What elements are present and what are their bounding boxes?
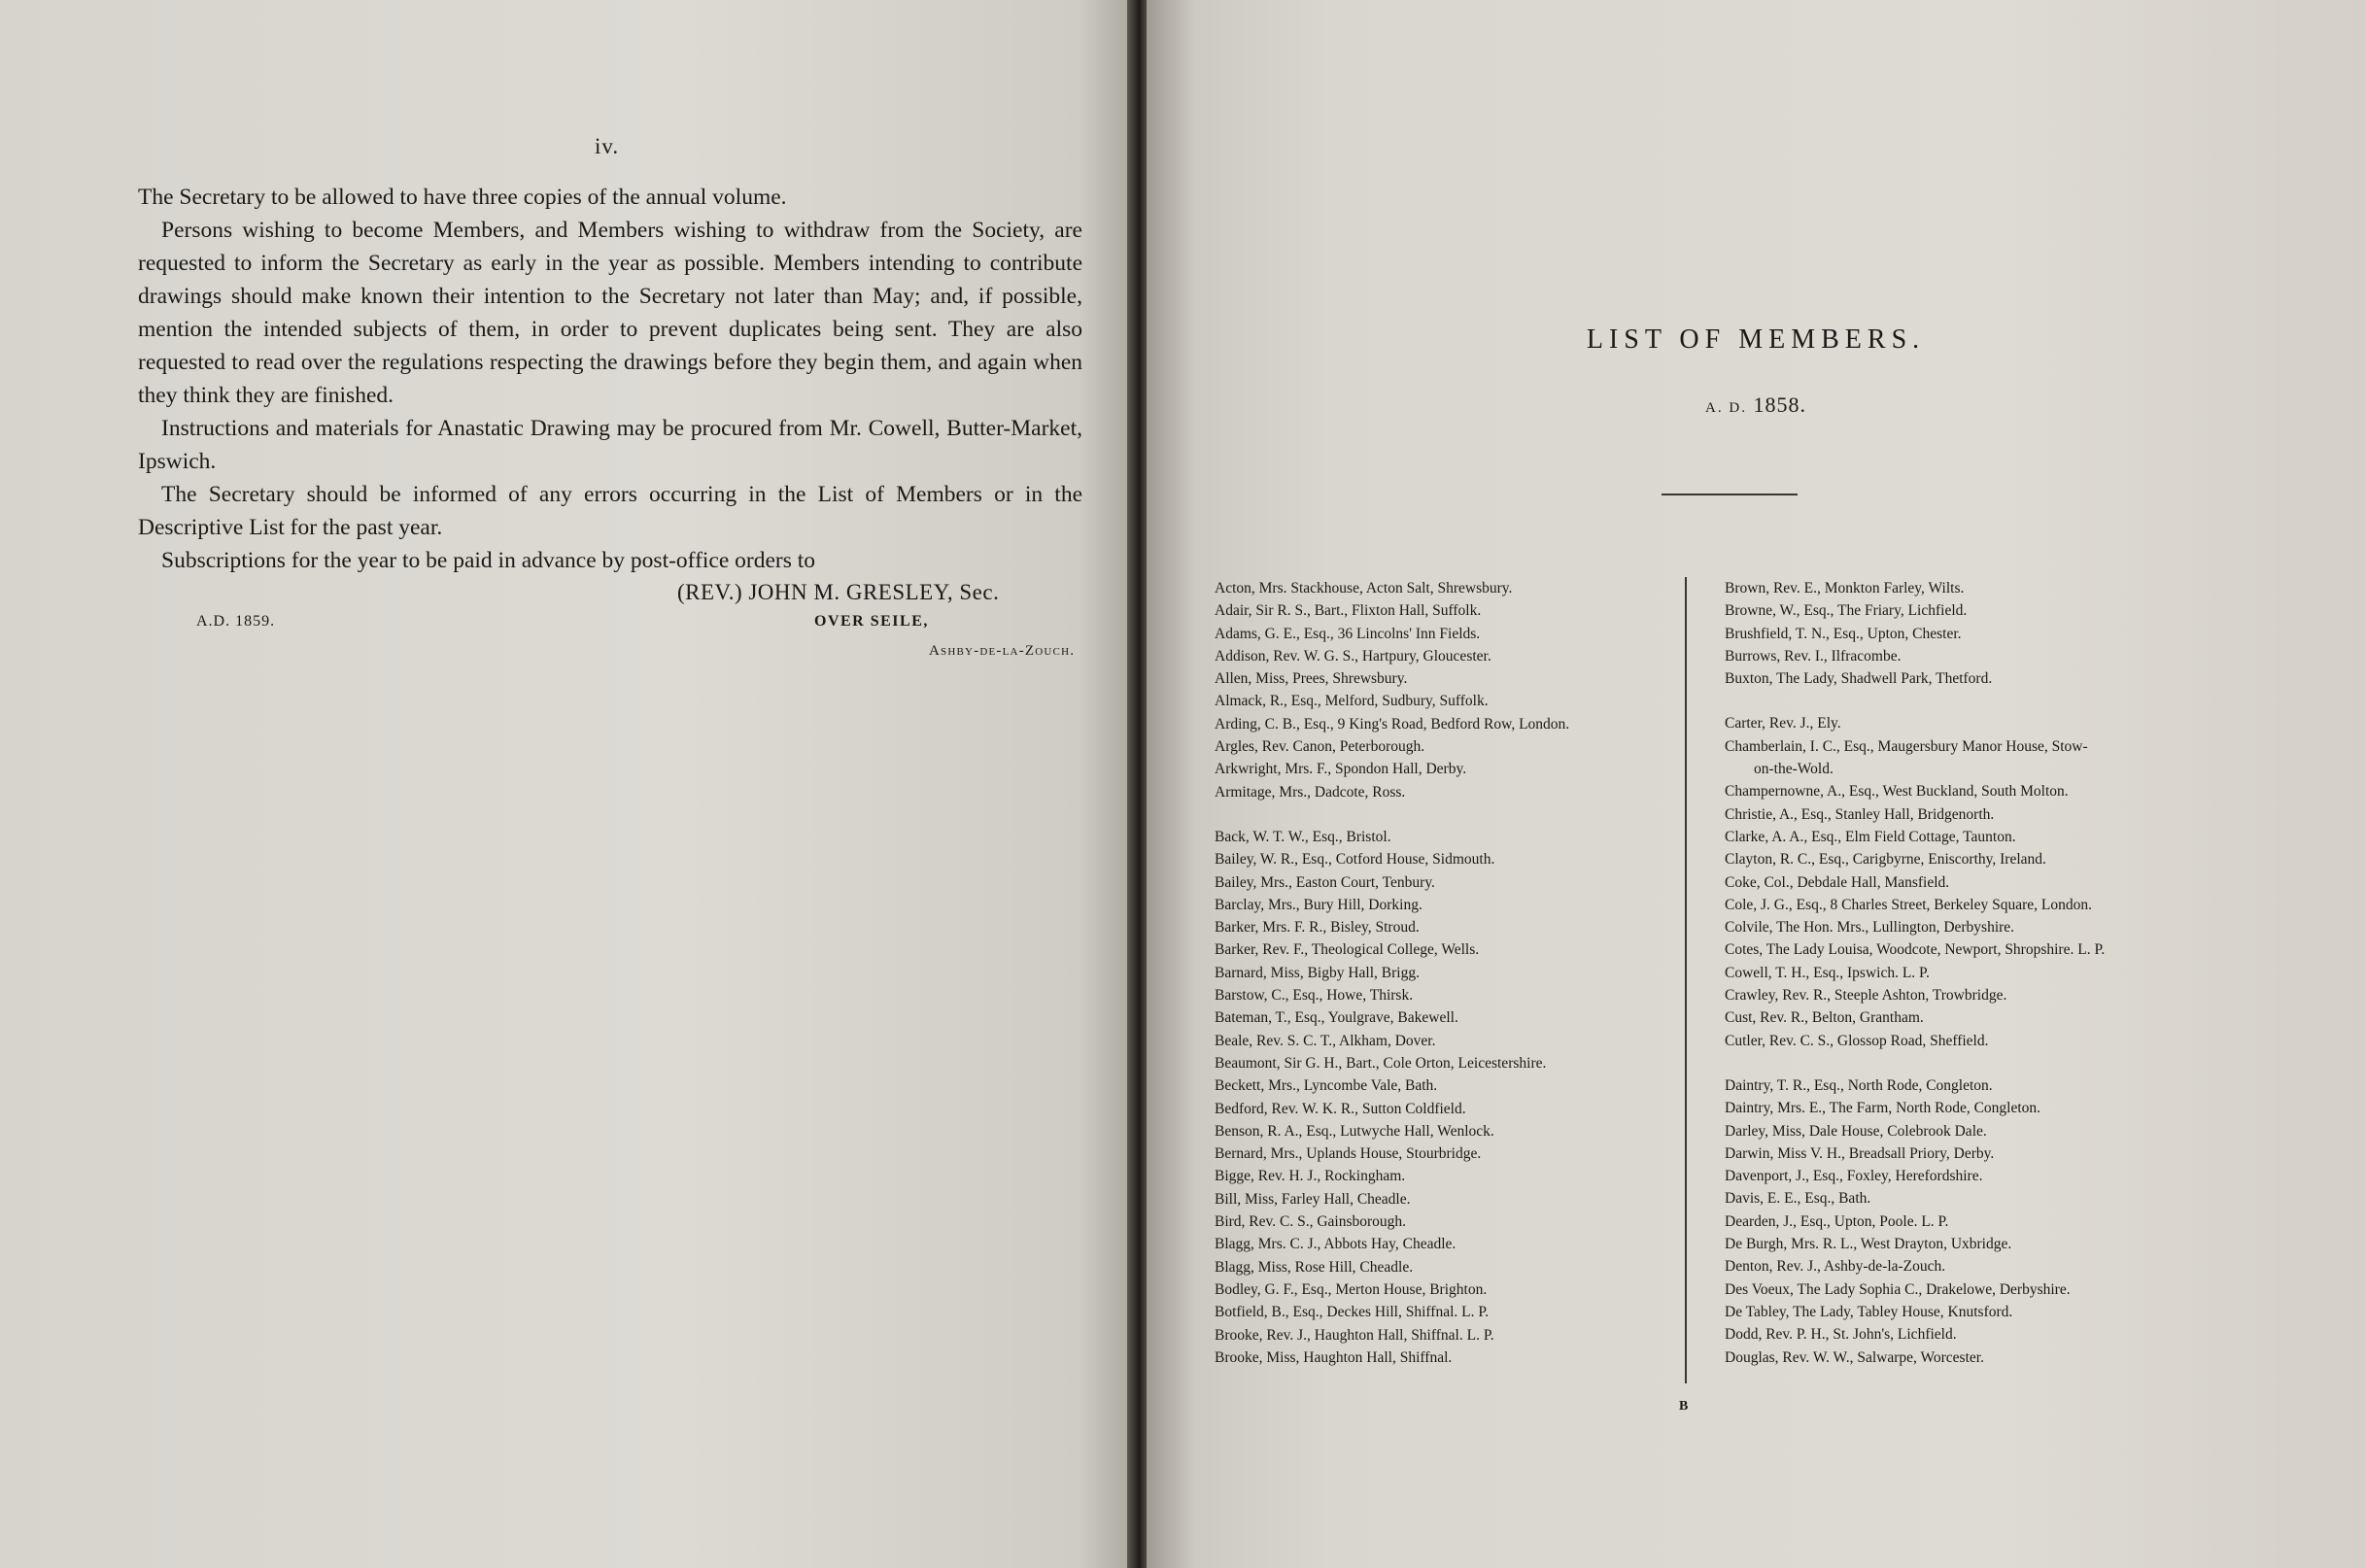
member-entry: Bateman, T., Esq., Youlgrave, Bakewell. <box>1215 1009 1458 1027</box>
list-gap <box>1215 803 1759 826</box>
left-page <box>0 0 1135 1568</box>
members-column-right <box>1725 577 2347 1369</box>
member-entry: Bernard, Mrs., Uplands House, Stourbridge. <box>1215 1145 1482 1163</box>
member-entry: Cole, J. G., Esq., 8 Charles Street, Berkeley Square, London. <box>1725 896 2092 913</box>
member-entry: Barclay, Mrs., Bury Hill, Dorking. <box>1215 896 1422 913</box>
signature-place-town: Ashby-de-la-Zouch. <box>929 643 1076 659</box>
list-gap <box>1725 1052 2347 1074</box>
member-entry: Barstow, C., Esq., Howe, Thirsk. <box>1215 987 1414 1005</box>
member-entry: Brooke, Miss, Haughton Hall, Shiffnal. <box>1215 1348 1453 1366</box>
member-entry: Barnard, Miss, Bigby Hall, Brigg. <box>1215 964 1420 981</box>
member-entry: Bailey, Mrs., Easton Court, Tenbury. <box>1215 873 1435 891</box>
right-page <box>1147 0 2365 1568</box>
members-column-left <box>1215 577 1759 1369</box>
member-entry: Cust, Rev. R., Belton, Grantham. <box>1725 1009 1924 1027</box>
member-entry: De Tabley, The Lady, Tabley House, Knutsford. <box>1725 1303 2013 1320</box>
member-entry: Bill, Miss, Farley Hall, Cheadle. <box>1215 1190 1411 1208</box>
member-entry: Davis, E. E., Esq., Bath. <box>1725 1190 1871 1208</box>
paragraph-secretary-copies: The Secretary to be allowed to have three copies of the annual volume. <box>138 185 787 210</box>
member-entry: Addison, Rev. W. G. S., Hartpury, Gloucester. <box>1215 647 1491 665</box>
member-entry: Colvile, The Hon. Mrs., Lullington, Derbyshire. <box>1725 919 2015 937</box>
member-entry: Crawley, Rev. R., Steeple Ashton, Trowbridge. <box>1725 987 2007 1005</box>
member-entry: Clarke, A. A., Esq., Elm Field Cottage, Taunton. <box>1725 828 2016 845</box>
member-entry: Acton, Mrs. Stackhouse, Acton Salt, Shrewsbury. <box>1215 580 1513 597</box>
secretary-signature: (REV.) JOHN M. GRESLEY, Sec. <box>677 580 1000 604</box>
member-entry: Brooke, Rev. J., Haughton Hall, Shiffnal. L. P. <box>1215 1326 1494 1344</box>
member-entry: on-the-Wold. <box>1754 761 1834 778</box>
paragraph-instructions: Instructions and materials for Anastatic Drawing may be procured from Mr. Cowell, Butter-Market, Ipswich. <box>138 416 1082 474</box>
member-entry: Allen, Miss, Prees, Shrewsbury. <box>1215 670 1408 688</box>
member-entry: Dodd, Rev. P. H., St. John's, Lichfield. <box>1725 1326 1957 1344</box>
list-gap <box>1725 690 2347 712</box>
member-entry: Coke, Col., Debdale Hall, Mansfield. <box>1725 873 1950 891</box>
member-entry: Cotes, The Lady Louisa, Woodcote, Newport, Shropshire. L. P. <box>1725 941 2106 959</box>
paragraph-errors: The Secretary should be informed of any errors occurring in the List of Members or in the Descriptive List for the past year. <box>138 482 1082 540</box>
member-entry: Clayton, R. C., Esq., Carigbyrne, Eniscorthy, Ireland. <box>1725 851 2046 869</box>
year-value: 1858. <box>1753 392 1806 417</box>
member-entry: Arkwright, Mrs. F., Spondon Hall, Derby. <box>1215 761 1467 778</box>
year-prefix: A. D. <box>1705 400 1747 416</box>
member-entry: Adair, Sir R. S., Bart., Flixton Hall, Suffolk. <box>1215 602 1482 620</box>
member-entry: Beaumont, Sir G. H., Bart., Cole Orton, Leicestershire. <box>1215 1054 1547 1072</box>
paragraph-membership: Persons wishing to become Members, and Members wishing to withdraw from the Society, are requested to inform the Secretary as early in the year as possible. Members intending to contribute drawings should make known their intention to the Secretary not later than May; and, if possible, mention the intended subjects of them, in order to prevent duplicates being sent. They are also requested to read over the regulations respecting the drawings before they begin them, and again when they think they are finished. <box>138 218 1082 408</box>
column-divider <box>1685 577 1687 1383</box>
member-entry: Armitage, Mrs., Dadcote, Ross. <box>1215 783 1406 801</box>
signature-date: A.D. 1859. <box>196 613 276 630</box>
list-year <box>1147 392 2365 418</box>
signature-place: OVER SEILE, <box>814 613 929 630</box>
member-entry: Bailey, W. R., Esq., Cotford House, Sidmouth. <box>1215 851 1495 869</box>
member-entry: Beale, Rev. S. C. T., Alkham, Dover. <box>1215 1032 1436 1049</box>
member-entry: Cutler, Rev. C. S., Glossop Road, Sheffield. <box>1725 1032 1989 1049</box>
member-entry: Adams, G. E., Esq., 36 Lincolns' Inn Fields. <box>1215 625 1481 642</box>
member-entry: Browne, W., Esq., The Friary, Lichfield. <box>1725 602 1968 620</box>
signature-mark: B <box>1679 1399 1689 1414</box>
member-entry: Brown, Rev. E., Monkton Farley, Wilts. <box>1725 580 1965 597</box>
member-entry: Carter, Rev. J., Ely. <box>1725 715 1841 733</box>
member-entry: Back, W. T. W., Esq., Bristol. <box>1215 828 1391 845</box>
page-number: iv. <box>595 134 620 158</box>
member-entry: Botfield, B., Esq., Deckes Hill, Shiffnal. L. P. <box>1215 1304 1490 1321</box>
member-entry: Barker, Rev. F., Theological College, Wells. <box>1215 941 1480 959</box>
member-entry: Blagg, Miss, Rose Hill, Cheadle. <box>1215 1258 1414 1276</box>
member-entry: Daintry, Mrs. E., The Farm, North Rode, Congleton. <box>1725 1100 2041 1117</box>
member-entry: Almack, R., Esq., Melford, Sudbury, Suffolk. <box>1215 693 1489 710</box>
member-entry: Darwin, Miss V. H., Breadsall Priory, Derby. <box>1725 1144 1995 1162</box>
title-rule <box>1662 494 1798 495</box>
member-entry: Cowell, T. H., Esq., Ipswich. L. P. <box>1725 964 1930 981</box>
member-entry: Argles, Rev. Canon, Peterborough. <box>1215 738 1425 756</box>
member-entry: Daintry, T. R., Esq., North Rode, Congleton. <box>1725 1076 1993 1094</box>
paragraph-subscriptions: Subscriptions for the year to be paid in advance by post-office orders to <box>161 548 816 573</box>
member-entry: Barker, Mrs. F. R., Bisley, Stroud. <box>1215 919 1420 937</box>
member-entry: Davenport, J., Esq., Foxley, Herefordshire. <box>1725 1168 1983 1185</box>
member-entry: Bigge, Rev. H. J., Rockingham. <box>1215 1168 1406 1185</box>
member-entry: Buxton, The Lady, Shadwell Park, Thetford. <box>1725 670 1993 688</box>
member-entry: Bodley, G. F., Esq., Merton House, Brighton. <box>1215 1280 1488 1298</box>
member-entry: Burrows, Rev. I., Ilfracombe. <box>1725 647 1902 665</box>
member-entry: Beckett, Mrs., Lyncombe Vale, Bath. <box>1215 1077 1438 1095</box>
member-entry: Christie, A., Esq., Stanley Hall, Bridgenorth. <box>1725 805 1995 823</box>
member-entry: Bird, Rev. C. S., Gainsborough. <box>1215 1213 1407 1231</box>
member-entry: Dearden, J., Esq., Upton, Poole. L. P. <box>1725 1212 1949 1230</box>
member-entry: Bedford, Rev. W. K. R., Sutton Coldfield. <box>1215 1100 1466 1117</box>
member-entry: Douglas, Rev. W. W., Salwarpe, Worcester. <box>1725 1348 1984 1366</box>
member-entry: Brushfield, T. N., Esq., Upton, Chester. <box>1725 625 1962 642</box>
member-entry: Champernowne, A., Esq., West Buckland, South Molton. <box>1725 783 2069 801</box>
member-entry: Darley, Miss, Dale House, Colebrook Dale. <box>1725 1122 1987 1140</box>
member-entry: Denton, Rev. J., Ashby-de-la-Zouch. <box>1725 1258 1946 1276</box>
member-entry: Arding, C. B., Esq., 9 King's Road, Bedford Row, London. <box>1215 715 1570 733</box>
member-entry: Chamberlain, I. C., Esq., Maugersbury Manor House, Stow- <box>1725 737 2088 755</box>
member-entry: Benson, R. A., Esq., Lutwyche Hall, Wenlock. <box>1215 1122 1494 1140</box>
member-entry: Des Voeux, The Lady Sophia C., Drakelowe, Derbyshire. <box>1725 1280 2071 1298</box>
list-title: LIST OF MEMBERS. <box>1586 324 1926 355</box>
member-entry: De Burgh, Mrs. R. L., West Drayton, Uxbridge. <box>1725 1236 2012 1253</box>
member-entry: Blagg, Mrs. C. J., Abbots Hay, Cheadle. <box>1215 1236 1457 1253</box>
